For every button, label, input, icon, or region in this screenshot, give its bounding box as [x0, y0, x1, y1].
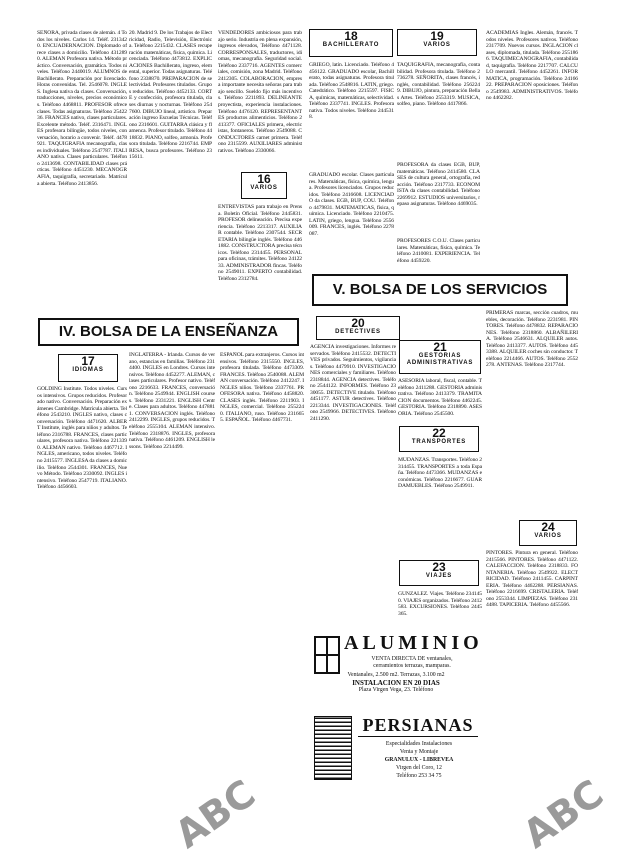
blinds-illustration-icon	[314, 716, 352, 780]
column-text: VENDEDORES ambiciosos para trabajo serio. Industria en plena expansión, ingresos elevados, Teléfono 4471128. CORRESPONSALES, traductores, idiomas, mecanografía. Seguridad social. Teléfono 2337716. AGENTES comerciales, comisión, zona Madrid. Teléfono 2412305. COLABORACION, empresa importante necesita señoras para trabajo sencillo. Sueldo fijo más incentivos. Teléfono 2211893. DELINEANTE proyectista, experiencia instalaciones. Teléfono 4476120. REPRESENTANTES productos alimenticios. Teléfono 2413377. OFICIALES primera, electricistas, fontaneros. Teléfono 2549088. CONDUCTORES carnet primera. Teléfono 2315599. AUXILIARES administrativos. Teléfono 2330066.	[218, 30, 302, 154]
column-text: GRADUADO escolar. Clases particulares. Matemáticas, física, química, lengua. Profesores licenciados. Grupos reducidos. Teléfono 2416608. LICENCIADO da clases. EGB, BUP, COU. Teléfono 4479831. MATEMATICAS, física, química. Licenciado. Teléfono 2210475. LATIN, griego, lengua. Teléfono 2556009. FRANCES, inglés. Teléfono 2278087.	[309, 172, 394, 237]
section-banner-ensenanza: IV. BOLSA DE LA ENSEÑANZA	[38, 318, 299, 346]
section-header-17	[58, 354, 118, 382]
column-text: ASESORIA laboral, fiscal, contable. Teléfono 2411288. GESTORIA administrativa. Teléfono 2413379. TRAMITACION documentos. Teléfono 4462245. GESTORIA. Teléfono 2318890. ASESORIA. Teléfono 2545500.	[398, 378, 482, 416]
column-text: GOLDING Institute. Todos niveles. Cursos intensivos. Grupos reducidos. Profesorado nativo. Conversación. Preparación exámenes Cambridge. Matrícula abierta. Teléfono 2543210. INGLES nativo, clases conversación. Teléfono 4471620. ALBERT Institute, inglés para niños y adultos. Teléfono 2316788. FRANCES, clases particulares, profesora nativa. Teléfono 2213390. ALEMAN nativo. Teléfono 4467712. INGLES, americano, todos niveles. Teléfono 2415577. INGLESA da clases a domicilio. Teléfono 2544301. FRANCES, Nuevo Método. Teléfono 2330092. INGLES intensivo. Teléfono 2547719. ITALIANO. Teléfono 4456603.	[37, 386, 127, 491]
section-number: 20	[351, 316, 365, 330]
aluminio-ad	[310, 630, 482, 708]
column-text: SEÑORA, privada clases de alemán. 4 Todos los niveles. Carlos 14. Teléf. 2313420. ENCUADERNACION. Diplomado ofrece clases a domicilio. Teléfono 4312890. ALEMAN Profesora nativa. Método práctico. Conversación, gramática. Todos niveles. Teléfono 2440019. ALUMNOS de Bachillerato. Preparación por licenciado. Horas convenidas. Tel. 2546078. INGLES. Inglesa nativa da clases. Conversación, traducciones, niveles, precios económicos. Teléfono 4468811. PROFESOR ofrece clases. Todas asignaturas. Teléfono 2542236. FRANCES nativo, clases particulares. Excelente método. Teléf. 2316471. INGLES profesora bilingüe, todos niveles, conversación, horario a convenir. Teléf. 4478921. TAQUIGRAFIA mecanografía, clases individuales. Teléfono 2547787. ITALIANO nativa. Clases particulares. Teléfono 2413698. CONTABILIDAD clases prácticas. Teléfono 4451230. MECANOGRAFIA, taquigrafía, secretariado. Matrícula abierta. Teléfono 2413856.	[37, 30, 127, 187]
section-number: 21	[433, 340, 447, 354]
section-header-16	[241, 172, 287, 199]
column-text: GRIEGO, latín. Licenciado. Teléfono 4456122. GRADUADO escolar, Bachillerato, todas asignaturas. Profesora titulada. Teléfono 2548816. LATIN, griego. Catedrático. Teléfono 2215597. FISICA, químicas, matemáticas, selectividad. Teléfono 2337741. INGLES. Profesora nativa. Todos niveles. Teléfono 2445318.	[309, 62, 394, 121]
section-label: GESTORIAS ADMINISTRATIVAS	[406, 353, 474, 366]
section-label: BACHILLERATO	[322, 42, 380, 48]
ad-line: INSTALACION EN 20 DIAS	[352, 678, 440, 687]
section-label: VIAJES	[425, 573, 453, 579]
section-number: 23	[432, 560, 446, 574]
section-header-20	[316, 316, 400, 340]
section-header-19	[397, 29, 477, 56]
column-text: PRIMERAS marcas, sección cuadros, muebles, decoración. Teléfono 2231981. PINTORES. Teléfono 4478832. REPARACIONES. Teléfono 2318860. ALBAÑILERIA. Teléfono 2546631. ALQUILER autos. Teléfono 2413377. AUTOS. Teléfono 4453388. ALQUILER coches sin conductor. Teléfono 2214466. AUTOS. Teléfono 2552278. ANTENAS. Teléfono 2317744.	[486, 310, 578, 369]
section-label: IDIOMAS	[72, 367, 104, 373]
section-banner-servicios: V. BOLSA DE LOS SERVICIOS	[312, 274, 568, 306]
section-number: 18	[344, 29, 358, 43]
column-text: AGENCIA investigaciones. Informes reservados. Teléfono 2415532. DETECTIVES privados. Seguimientos, vigilancias. Teléfono 4479910. INVESTIGACIONES comerciales y familiares. Teléfono 2318844. AGENCIA detectives. Teléfono 2544122. INFORMES. Teléfono 2330055. DETECTIVE titulado. Teléfono 4451177. ASTUR detectives. Teléfono 2213344. INVESTIGACIONES. Teléfono 2549966. DETECTIVES. Teléfono 2411290.	[310, 344, 396, 423]
ad-line: Teléfono 253 34 75	[396, 773, 442, 779]
abc-watermark: ABC	[515, 771, 612, 857]
ad-line: Ventanales, 2.500 m2. Terrazas, 3.100 m2	[347, 672, 445, 678]
section-number: 22	[432, 426, 446, 440]
section-label: VARIOS	[534, 533, 562, 539]
section-header-23	[399, 560, 479, 586]
section-header-22	[399, 426, 479, 452]
ad-line: Plaza Virgen Vega, 23. Teléfono	[358, 687, 434, 693]
column-text: PINTORES. Pintura en general. Teléfono 2415566. PINTORES. Teléfono 4471122. CALEFACCION. Teléfono 2318833. FONTANERIA. Teléfono 2549922. ELECTRICIDAD. Teléfono 2411455. CARPINTERIA. Teléfono 4462288. PERSIANAS. Teléfono 2216699. CRISTALERIA. Teléfono 2553344. LIMPIEZAS. Teléfono 2314488. TAPICERIA. Teléfono 4455566.	[486, 550, 578, 609]
section-label: DETECTIVES	[335, 329, 381, 335]
section-number: 24	[541, 520, 555, 534]
section-label: TRANSPORTES	[411, 439, 467, 445]
column-text: TAQUIGRAFIA, mecanografía, contabilidad. Profesora titulada. Teléfono 2736278. SEÑORITA, clases francés, inglés, contabilidad. Teléfono 2562249. DIBUJO, pintura, preparación Bellas Artes. Teléfono 2553319. MUSICA, solfeo, piano. Teléfono 4417866.	[397, 62, 480, 108]
column-text: ENTREVISTAS para trabajo en Prensa. Boletín Oficial. Teléfono 2445831. PROFESOR delineación. Precisa experiencia. Teléfono 2213317. AUXILIAR contable. Teléfono 2307544. SECRETARIA bilingüe inglés. Teléfono 4461882. CONSTRUCTORA precisa técnicos. Teléfono 2314455. PERSONAL para oficinas, trámites. Teléfono 2412233. ADMINISTRADOR fincas. Teléfono 2549011. EXPERTO contabilidad. Teléfono 2312784.	[218, 204, 302, 283]
section-label: VARIOS	[423, 42, 451, 48]
column-text: PROFESORA da clases EGB, BUP, matemáticas. Teléfono 2414580. CLASES de cultura general, ortografía, redacción. Teléfono 2317733. ECONOMISTA da clases contabilidad. Teléfono 2269912. ESTUDIOS universitarios, repaso asignaturas. Teléfono 4469035.	[397, 162, 480, 208]
section-header-21	[399, 340, 481, 374]
section-label: VARIOS	[250, 185, 278, 191]
abc-watermark: ABC	[167, 771, 264, 857]
column-text: INGLATERRA - Irlanda. Cursos de verano, estancias en familias. Teléfono 2314400. INGLES en Londres. Cursos intensivos. Teléfono 4452277. ALEMAN, clases particulares. Profesor nativo. Teléfono 2216633. FRANCES, conversación. Teléfono 2549944. ENGLISH courses. Teléfono 2331221. ENGLISH Centre. Clases para adultos. Teléfono 4478811. CONVERSACION inglés. Teléfono 2412299. INGLES, grupos reducidos. Teléfono 2555104. ALEMAN intensivo. Teléfono 2318876. INGLES, profesora nativa. Teléfono 4461209. ENGLISH lessons. Teléfono 2214499.	[129, 352, 215, 450]
column-text: ACADEMIAS Ingles. Alemán, francés. Todos niveles. Profesores nativos. Teléfono 2317709. Nuevos cursos. INGLACION clases, diplomada, titulada. Teléfono 2551866. TAQUIMECANOGRAFIA, contabilidad, taquigrafía. Teléfono 2217707. CALCULO mercantil. Teléfono 4452261. INFORMATICA, programación. Teléfono 2416622. PREPARACION oposiciones. Teléfono 2549983. ADMINISTRATIVOS. Teléfono 4462282.	[486, 30, 578, 102]
window-logo-icon	[314, 636, 340, 674]
ad-line: Especialidades Instalaciones	[385, 741, 453, 747]
column-text: GUNZALEZ. Viajes. Teléfono 2341450. VIAJES organizados. Teléfono 2412583. EXCURSIONES. Teléfono 2445365.	[398, 591, 482, 617]
section-number: 19	[430, 29, 444, 43]
column-text: MUDANZAS. Transportes. Teléfono 2314455. TRANSPORTES a toda España. Teléfono 4473366. MUDANZAS económicas. Teléfono 2216677. GUARDAMUEBLES. Teléfono 2549911.	[398, 457, 482, 490]
column-text: ESPAÑOL para extranjeros. Cursos intensivos. Teléfono 2315550. INGLES, profesora titulada. Teléfono 4473309. FRANCES. Teléfono 2540088. ALEMAN conversación. Teléfono 2412247. INGLES niños. Teléfono 2337761. PROFESORA nativa. Teléfono 4458820. CLASES inglés. Teléfono 2211903. INGLES, comercial. Teléfono 2552240. ITALIANO, ruso. Teléfono 2316655. ESPAÑOL. Teléfono 4467731.	[220, 352, 304, 424]
persianas-ad	[310, 712, 482, 786]
ad-line: cerramientos terrazas, mamparas.	[373, 663, 451, 669]
section-header-24	[519, 520, 577, 546]
section-number: 17	[81, 354, 95, 368]
ad-line: Venta y Montaje	[399, 749, 439, 755]
section-header-18	[309, 29, 393, 57]
ad-line: Virgen del Coro, 12	[396, 765, 442, 771]
ad-title: ALUMINIO	[344, 632, 483, 654]
ad-line: GRANULUX - LIBREVEA	[384, 757, 454, 763]
ad-title: PERSIANAS	[358, 714, 478, 737]
section-number: 16	[257, 172, 271, 186]
ad-line: VENTA DIRECTA DE ventanales,	[371, 656, 453, 662]
column-text: PROFESORES C.O.U. Clases particulares. Matemáticas, física, química. Teléfono 2410081. EXPERIENCIA. Teléfono 4459220.	[397, 238, 480, 264]
column-text: 20. Madrid 9. De los Trabajos de Electricidad, Radio, Televisión, Electrónica. Teléfono 2215432. CLASES recuperación matemáticas, física, química. Licenciada. Teléfono 4473812. EXPLICACIONES Bachillerato, ingreso, elemental, superior. Todas asignaturas. Teléfono 2338870. PREPARACION de selectividad. Profesores titulados. Grupos reducidos. Teléfono 4452133. CORTE y confección, profesora titulada, clases diurnas y nocturnas. Teléfono 2547600. DIBUJO lineal, artístico. Preparación ingreso Escuelas Técnicas. Teléfono 2316601. GUITARRA clásica y flamenca. Profesor titulado. Teléfono 4418832. PIANO, solfeo, armonía. Profesora titulada. Teléfono 2216744. EMPRESA, busca profesores. Teléfono 2315611.	[129, 30, 212, 161]
